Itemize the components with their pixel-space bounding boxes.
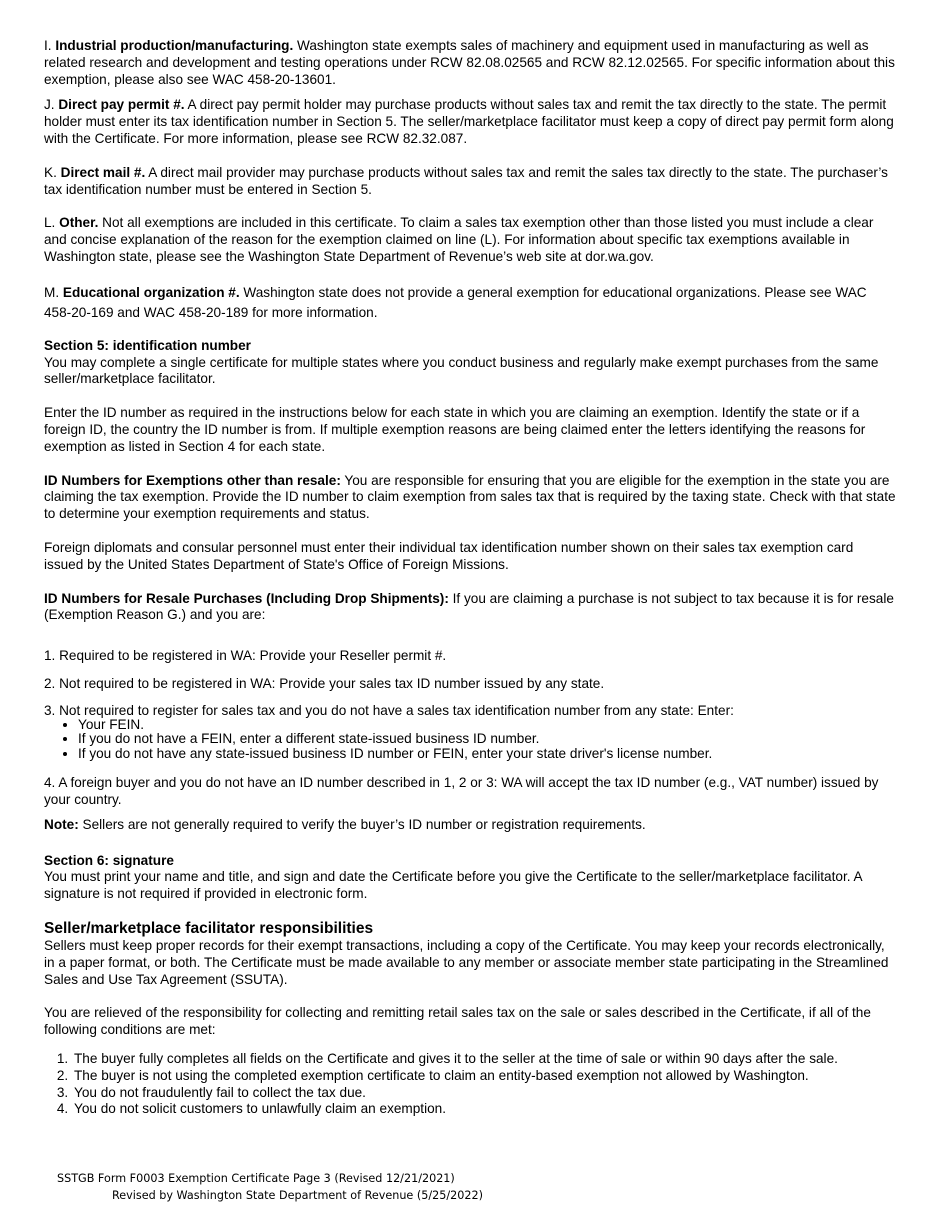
footer-form-line: SSTGB Form F0003 Exemption Certificate Page 3 (Revised 12/21/2021) xyxy=(57,1172,455,1185)
list-item: 3. You do not fraudulently fail to collect the tax due. xyxy=(72,1085,896,1102)
foreign-diplomats: Foreign diplomats and consular personnel must enter their individual tax identification number shown on their sales tax exemption card issued by the United States Department of State's Office of Foreign Missions. xyxy=(44,539,854,572)
section6-text: You must print your name and title, and sign and date the Certificate before you give the Certificate to the seller/marketplace facilitator. A signature is not required if provided in electronic form. xyxy=(44,869,862,902)
list-item: 2. The buyer is not using the completed exemption certificate to claim an entity-based exemption not allowed by Washington. xyxy=(72,1068,896,1085)
item-i-title: Industrial production/manufacturing. xyxy=(55,38,294,53)
seller-relief: You are relieved of the responsibility for collecting and remitting retail sales tax on the sale or sales described in the Certificate, if all of the following conditions are met: xyxy=(44,1005,871,1038)
note: Note: Sellers are not generally required to verify the buyer’s ID number or registration requirements. xyxy=(44,816,646,832)
seller-records: Sellers must keep proper records for their exempt transactions, including a copy of the Certificate. You may keep your records electronically, in a paper format, or both. The Certificate must be made available to any member or associate member state participating in the Streamlined Sales and Use Tax Agreement (SSUTA). xyxy=(44,938,889,987)
resale-option-3: 3. Not required to register for sales tax and you do not have a sales tax identification number from any state: Enter: xyxy=(44,702,734,718)
resale-option-4: 4. A foreign buyer and you do not have an ID number described in 1, 2 or 3: WA will accept the tax ID number (e.g., VAT number) issued by your country. xyxy=(44,775,879,808)
section5-intro: You may complete a single certificate for multiple states where you conduct business and regularly make exempt purchases from the same seller/marketplace facilitator. xyxy=(44,354,879,387)
list-item: • Your FEIN. xyxy=(78,718,896,733)
resale-option-3-bullets xyxy=(44,718,896,762)
id-other-than-resale: ID Numbers for Exemptions other than resale: You are responsible for ensuring that you are eligible for the exemption in the state you are claiming the tax exemption. Provide the ID number to claim exemption from sales tax that is required by the taxing state. Check with that state to determine your exemption requirements and status. xyxy=(44,472,896,522)
item-i: I. Industrial production/manufacturing. Washington state exempts sales of machinery and equipment used in manufacturing as well as related research and development and testing operations under RCW 82.08.02565 and RCW 82.12.02565. For specific information about this exemption, please also see WAC 458-20-13601. xyxy=(44,38,895,87)
item-j-title: Direct pay permit #. xyxy=(58,97,185,113)
item-m: M. Educational organization #. Washington state does not provide a general exemption for educational organizations. Please see WAC 458-20-169 and WAC 458-20-189 for more information. xyxy=(44,284,867,320)
list-item: • If you do not have a FEIN, enter a different state-issued business ID number. xyxy=(78,732,896,747)
section6-heading: Section 6: signature xyxy=(44,852,174,868)
resale-option-2: 2. Not required to be registered in WA: Provide your sales tax ID number issued by any state. xyxy=(44,675,605,691)
item-l-title: Other. xyxy=(59,215,99,231)
section5-heading: Section 5: identification number xyxy=(44,337,251,353)
page-footer xyxy=(57,1170,483,1204)
list-item: 1. The buyer fully completes all fields on the Certificate and gives it to the seller at the time of sale or within 90 days after the sale. xyxy=(72,1051,896,1068)
footer-revised-line: Revised by Washington State Department of Revenue (5/25/2022) xyxy=(112,1189,483,1202)
section5-instructions: Enter the ID number as required in the instructions below for each state in which you are claiming an exemption. Identify the state or if a foreign ID, the country the ID number is from. If multiple exemption reasons are being claimed enter the letters identifying the reasons for exemption as listed in Section 4 for each state. xyxy=(44,405,866,454)
item-j: J. Direct pay permit #. A direct pay permit holder may purchase products without sales tax and remit the tax directly to the state. The permit holder must enter its tax identification number in Section 5. The seller/marketplace facilitator must keep a copy of direct pay permit form along with the Certificate. For more information, please see RCW 82.32.087. xyxy=(44,97,894,146)
document-page xyxy=(44,38,896,1118)
seller-responsibilities-heading: Seller/marketplace facilitator responsibilities xyxy=(44,920,374,937)
item-l: L. Other. Not all exemptions are included in this certificate. To claim a sales tax exemption other than those listed you must include a clear and concise explanation of the reason for the exemption claimed on line (L). For information about specific tax exemptions available in Washington state, please see the Washington State Department of Revenue’s web site at dor.wa.gov. xyxy=(44,215,874,264)
item-m-title: Educational organization #. xyxy=(62,284,240,300)
item-k: K. Direct mail #. A direct mail provider may purchase products without sales tax and remit the sales tax directly to the state. The purchaser’s tax identification number must be entered in Section 5. xyxy=(44,164,888,197)
seller-conditions-list xyxy=(44,1051,896,1118)
id-resale: ID Numbers for Resale Purchases (Including Drop Shipments): If you are claiming a purchase is not subject to tax because it is for resale (Exemption Reason G.) and you are: xyxy=(44,590,894,623)
list-item: • If you do not have any state-issued business ID number or FEIN, enter your state driver's license number. xyxy=(78,747,896,762)
item-k-title: Direct mail #. xyxy=(60,164,146,180)
resale-option-1: 1. Required to be registered in WA: Provide your Reseller permit #. xyxy=(44,648,447,664)
list-item: 4. You do not solicit customers to unlawfully claim an exemption. xyxy=(72,1101,896,1118)
